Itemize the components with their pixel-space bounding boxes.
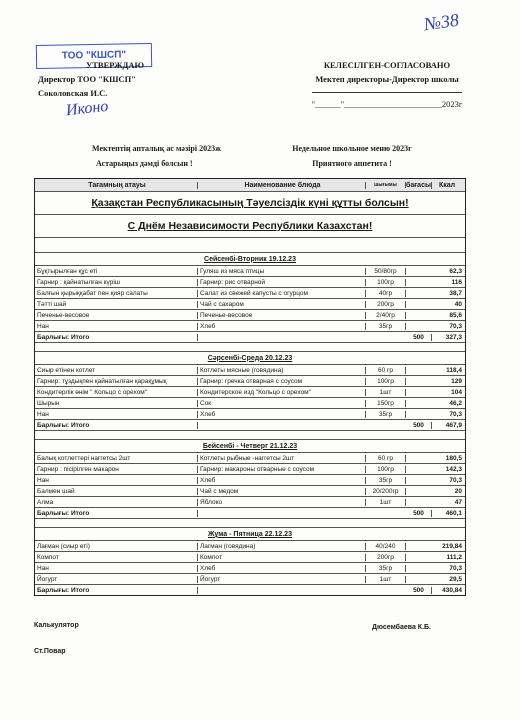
cell-yield: 35гр (366, 565, 406, 572)
table-row (35, 541, 465, 552)
table-row (35, 376, 465, 387)
cell-yield: 40гр (366, 290, 406, 297)
total-row (35, 585, 465, 595)
menu-title-ru-line2: Приятного аппетита ! (312, 159, 392, 168)
cell-kcal: 70,3 (449, 564, 462, 572)
approval-name: Соколовская И.С. (38, 88, 108, 98)
menu-table (34, 178, 466, 596)
cell-dish-ru: Компот (198, 554, 366, 561)
header-yield: шығымы (366, 182, 406, 188)
day-title: Сейсенбі-Вторник 19.12.23 (35, 253, 465, 266)
section-spacer (35, 238, 465, 253)
days-container (35, 238, 465, 595)
cell-dish-kz: Бұқтырылған құс еті (35, 268, 198, 275)
cell-dish-ru: Яблоко (198, 499, 366, 506)
cell-kcal: 219,84 (442, 542, 462, 550)
table-row (35, 398, 465, 409)
cell-dish-kz: Балмен шай (35, 488, 198, 495)
cell-dish-kz: Нан (35, 411, 198, 418)
cell-dish-ru: Хлеб (198, 411, 366, 418)
cell-yield: 200гр (366, 301, 406, 308)
day-title: Сәрсенбі-Среда 20.12.23 (35, 352, 465, 365)
cell-dish-kz: Нан (35, 477, 198, 484)
cell-yield: 150гр (366, 400, 406, 407)
cell-dish-kz: Алма (35, 499, 198, 506)
total-row (35, 508, 465, 519)
cell-dish-kz: Гарнир : пісірілген макарон (35, 466, 198, 473)
approval-title: УТВЕРЖДАЮ (86, 60, 145, 70)
cell-kcal: 85,6 (449, 311, 462, 319)
cell-kcal: 29,5 (449, 575, 462, 583)
cell-kcal: 104 (451, 388, 462, 396)
menu-title-ru (284, 141, 420, 171)
cell-dish-ru: Хлеб (198, 565, 366, 572)
cell-dish-ru: Котлеты мясные (говядина) (198, 367, 366, 374)
cell-dish-kz: Лағман (сиыр еті) (35, 543, 198, 550)
total-row (35, 332, 465, 343)
header-price: бағасы (406, 181, 431, 189)
cell-dish-ru: Хлеб (198, 323, 366, 330)
total-label: Барлығы: Итого (35, 587, 198, 594)
cell-kcal: 180,5 (445, 454, 462, 462)
total-kcal: 430,84 (442, 586, 462, 594)
cell-kcal: 47 (454, 498, 462, 506)
cell-kcal: 116 (451, 278, 462, 286)
section-spacer (35, 519, 465, 528)
cook-label: Ст.Повар (34, 648, 66, 655)
cell-dish-ru: Печенье-весовое (198, 312, 366, 319)
menu-title-kz (92, 141, 221, 171)
table-header-row (35, 179, 465, 192)
cell-dish-kz: Гарнир : қайнатылған күріш (35, 279, 198, 286)
cell-yield: 35гр (366, 411, 406, 418)
cell-dish-kz: Компот (35, 554, 198, 561)
cell-dish-kz: Нан (35, 323, 198, 330)
handwritten-document-number: №38 (422, 9, 461, 35)
cell-yield: 35гр (366, 323, 406, 330)
cell-yield: 60 гр (366, 367, 406, 374)
total-label: Барлығы: Итого (35, 422, 198, 429)
table-row (35, 288, 465, 299)
cell-yield: 100гр (366, 378, 406, 385)
agreement-director: Мектеп директоры-Директор школы (315, 74, 459, 84)
total-kcal: 327,3 (445, 333, 462, 341)
director-signature: Иконо (65, 97, 110, 120)
cell-dish-ru: Гарнир: рис отварной (198, 279, 366, 286)
section-spacer (35, 431, 465, 440)
table-row (35, 475, 465, 486)
cell-yield: 35гр (366, 477, 406, 484)
cell-dish-ru: Лагман (говядина) (198, 543, 366, 550)
calculator-label: Калькулятор (34, 622, 79, 629)
table-row (35, 563, 465, 574)
cell-kcal: 70,3 (449, 410, 462, 418)
cell-kcal: 111,2 (446, 553, 462, 561)
header-dish-ru: Наименование блюда (198, 182, 366, 189)
cell-dish-ru: Чай с медом (198, 488, 366, 495)
cell-dish-ru: Гарнир: гречка отварная с соусом (198, 378, 366, 385)
cell-dish-kz: Шырын (35, 400, 198, 407)
cell-dish-kz: Тәтті шай (35, 301, 198, 308)
cell-yield: 100гр (366, 279, 406, 286)
cell-yield: 50/80гр (366, 268, 406, 275)
cell-dish-ru: Сок (198, 400, 366, 407)
banner-kz: Қазақстан Республикасының Тәуелсіздік күні құтты болсын! (35, 192, 465, 215)
cell-kcal: 70,3 (449, 322, 462, 330)
table-row (35, 409, 465, 420)
cell-kcal: 20 (454, 487, 462, 495)
total-kcal: 467,9 (445, 421, 462, 429)
menu-title-ru-line1: Недельное школьное меню 2023г (292, 144, 412, 153)
table-row (35, 277, 465, 288)
cell-kcal: 129 (451, 377, 462, 385)
total-label: Барлығы: Итого (35, 334, 198, 341)
table-row (35, 310, 465, 321)
table-row (35, 387, 465, 398)
calculator-name: Дюсембаева К.Б. (372, 624, 432, 631)
total-kcal: 460,1 (445, 509, 462, 517)
company-stamp: ТОО "КШСП" (36, 43, 152, 69)
cell-kcal: 70,3 (449, 476, 462, 484)
table-row (35, 266, 465, 277)
cell-dish-ru: Салат из свежей капусты с огурцом (198, 290, 366, 297)
header-dish-kz: Тағамның атауы (35, 182, 198, 189)
approval-block (38, 58, 144, 100)
cell-kcal: 142,3 (445, 465, 462, 473)
table-row (35, 574, 465, 585)
approval-director: Директор ТОО "КШСП" (38, 74, 136, 84)
table-row (35, 497, 465, 508)
cell-yield: 40/240 (366, 543, 406, 550)
agreement-block (298, 58, 476, 111)
cell-yield: 1шт (366, 576, 406, 583)
cell-dish-ru: Котлеты рыбные -наггетсы 2шт (198, 455, 366, 462)
cell-dish-ru: Хлеб (198, 477, 366, 484)
cell-kcal: 40 (454, 300, 462, 308)
cell-dish-kz: Балық котлеттері наггетсы 2шт (35, 455, 198, 462)
cell-dish-ru: Гарнир: макароны отварные с соусом (198, 466, 366, 473)
table-row (35, 453, 465, 464)
total-price: 500 (406, 510, 432, 517)
section-spacer (35, 343, 465, 352)
day-title: Бейсенбі - Четверг 21.12.23 (35, 440, 465, 453)
cell-yield: 1шт (366, 499, 406, 506)
banner-ru: С Днём Независимости Республики Казахстан! (35, 215, 465, 238)
table-row (35, 464, 465, 475)
cell-yield: 60 гр (366, 455, 406, 462)
cell-yield: 2/40гр (366, 312, 406, 319)
cell-dish-ru: Гуляш из мяса птицы (198, 268, 366, 275)
cell-dish-kz: Йогурт (35, 576, 198, 583)
total-price: 500 (406, 587, 432, 594)
cell-dish-kz: Нан (35, 565, 198, 572)
header-kcal: Ккал (438, 181, 456, 189)
cell-dish-ru: Йогурт (198, 576, 366, 583)
total-row (35, 420, 465, 431)
cell-dish-kz: Сиыр етінен котлет (35, 367, 198, 374)
cell-dish-kz: Балғын қырыққабат пен қияр салаты (35, 290, 198, 297)
table-row (35, 299, 465, 310)
cell-kcal: 46,2 (449, 399, 462, 407)
cell-kcal: 118,4 (446, 366, 462, 374)
total-price: 500 (406, 422, 432, 429)
cell-kcal: 38,7 (449, 289, 462, 297)
cell-yield: 1шт (366, 389, 406, 396)
agreement-sign-line (312, 92, 462, 93)
cell-yield: 200гр (366, 554, 406, 561)
cell-yield: 100гр (366, 466, 406, 473)
menu-title-kz-line1: Мектептің апталық ас мәзірі 2023ж (92, 144, 221, 153)
table-row (35, 365, 465, 376)
total-price: 500 (406, 334, 432, 341)
total-label: Барлығы: Итого (35, 510, 198, 517)
cell-dish-ru: Чай с сахаром (198, 301, 366, 308)
cell-dish-kz: Кондитерлік өнім " Кольцо с орехом" (35, 389, 198, 396)
agreement-date: "______"_______________________2023г (311, 99, 463, 109)
cell-dish-ru: Кондитерское изд "Кольцо с орехом" (198, 389, 366, 396)
cell-kcal: 62,3 (449, 267, 462, 275)
cell-dish-kz: Печенье-весовое (35, 312, 198, 319)
agreement-title: КЕЛЕСІЛГЕН-СОГЛАСОВАНО (323, 60, 451, 70)
cell-yield: 20/200гр (366, 488, 406, 495)
cell-dish-kz: Гарнир: тұздықпен қайнатылған қарақұмық (35, 378, 198, 385)
menu-title-kz-line2: Астарыңыз дәмді болсын ! (96, 159, 193, 168)
table-row (35, 486, 465, 497)
day-title: Жұма - Пятница 22.12.23 (35, 528, 465, 541)
table-row (35, 321, 465, 332)
table-row (35, 552, 465, 563)
